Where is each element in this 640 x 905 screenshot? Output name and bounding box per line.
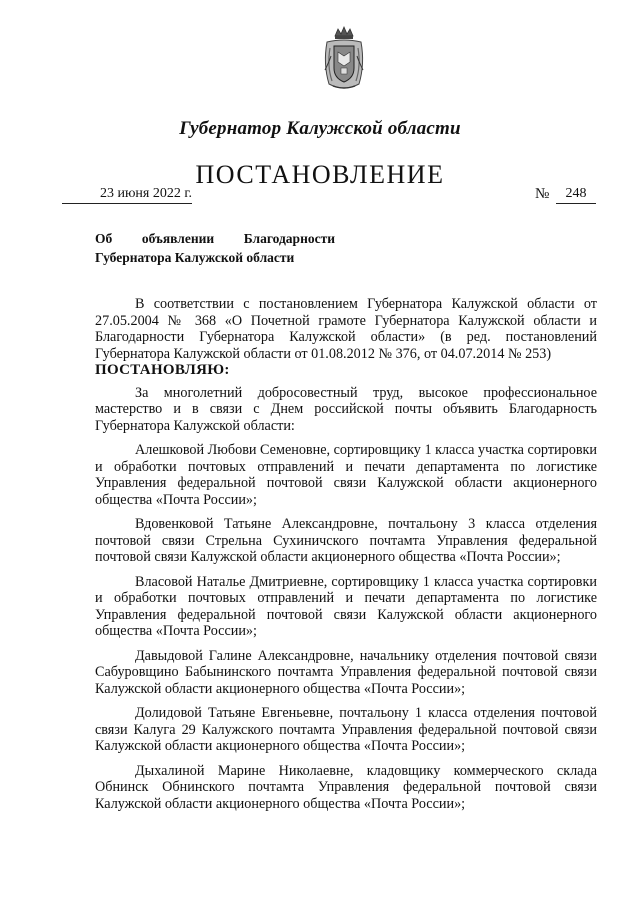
recipient-paragraph: Долидовой Татьяне Евгеньевне, почтальону 1 класса отделения почтовой связи Калуга 29 Калужского почтамта Управления федеральной почтовой связи Калужской области акционерного общества «Почта России»; xyxy=(95,705,597,754)
document-date: 23 июня 2022 г. xyxy=(62,186,192,204)
recipient-paragraph: Алешковой Любови Семеновне, сортировщику 1 класса участка сортировки и обработки почтовых отправлений и печати департамента по логистике Управления федеральной почтовой связи Калужской области акционерного общества «Почта России»; xyxy=(95,442,597,508)
decree-word: ПОСТАНОВЛЯЮ: xyxy=(95,362,230,378)
intro-paragraph: За многолетний добросовестный труд, высокое профессиональное мастерство и в связи с Днем российской почты объявить Благодарность Губернатора Калужской области: xyxy=(95,384,597,434)
recipient-paragraph: Власовой Наталье Дмитриевне, сортировщику 1 класса участка сортировки и обработки почтовых отправлений и печати департамента по логистике Управления федеральной почтовой связи Калужской области акционерного общества «Почта России»; xyxy=(95,573,597,639)
subject-word: Об xyxy=(95,231,113,246)
coat-of-arms-icon xyxy=(321,26,367,94)
subject-heading xyxy=(95,229,335,267)
number-label: № xyxy=(535,186,550,202)
subject-line-1 xyxy=(95,229,335,248)
preamble-paragraph: В соответствии с постановлением Губернатора Калужской области от 27.05.2004 № 368 «О Почетной грамоте Губернатора Калужской области и Благодарности Губернатора Калужской области» (в ред. постановлений Губернатора Калужской области от 01.08.2012 № 376, от 04.07.2014 № 253) xyxy=(95,296,597,362)
document-number: 248 xyxy=(556,186,596,204)
recipient-paragraph: Давыдовой Галине Александровне, начальнику отделения почтовой связи Сабуровщино Бабынинского почтамта Управления федеральной почтовой связи Калужской области акционерного общества «Почта России»; xyxy=(95,647,597,697)
recipient-paragraph: Дыхалиной Марине Николаевне, кладовщику коммерческого склада Обнинск Обнинского почтамта Управления федеральной почтовой связи Калужской области акционерного общества «Почта России»; xyxy=(95,762,597,812)
subject-word: Благодарности xyxy=(243,231,335,246)
subject-line-2: Губернатора Калужской области xyxy=(95,250,295,265)
recipient-paragraph: Вдовенковой Татьяне Александровне, почтальону 3 класса отделения почтовой связи Стрельна Сухиничского почтамта Управления федеральной почтовой связи Калужской области акционерного общества «Почта России»; xyxy=(95,516,597,565)
document-body xyxy=(95,296,597,820)
document-type-title: ПОСТАНОВЛЕНИЕ xyxy=(195,160,445,189)
subject-word: объявлении xyxy=(141,231,215,246)
issuing-authority: Губернатор Калужской области xyxy=(179,118,461,139)
